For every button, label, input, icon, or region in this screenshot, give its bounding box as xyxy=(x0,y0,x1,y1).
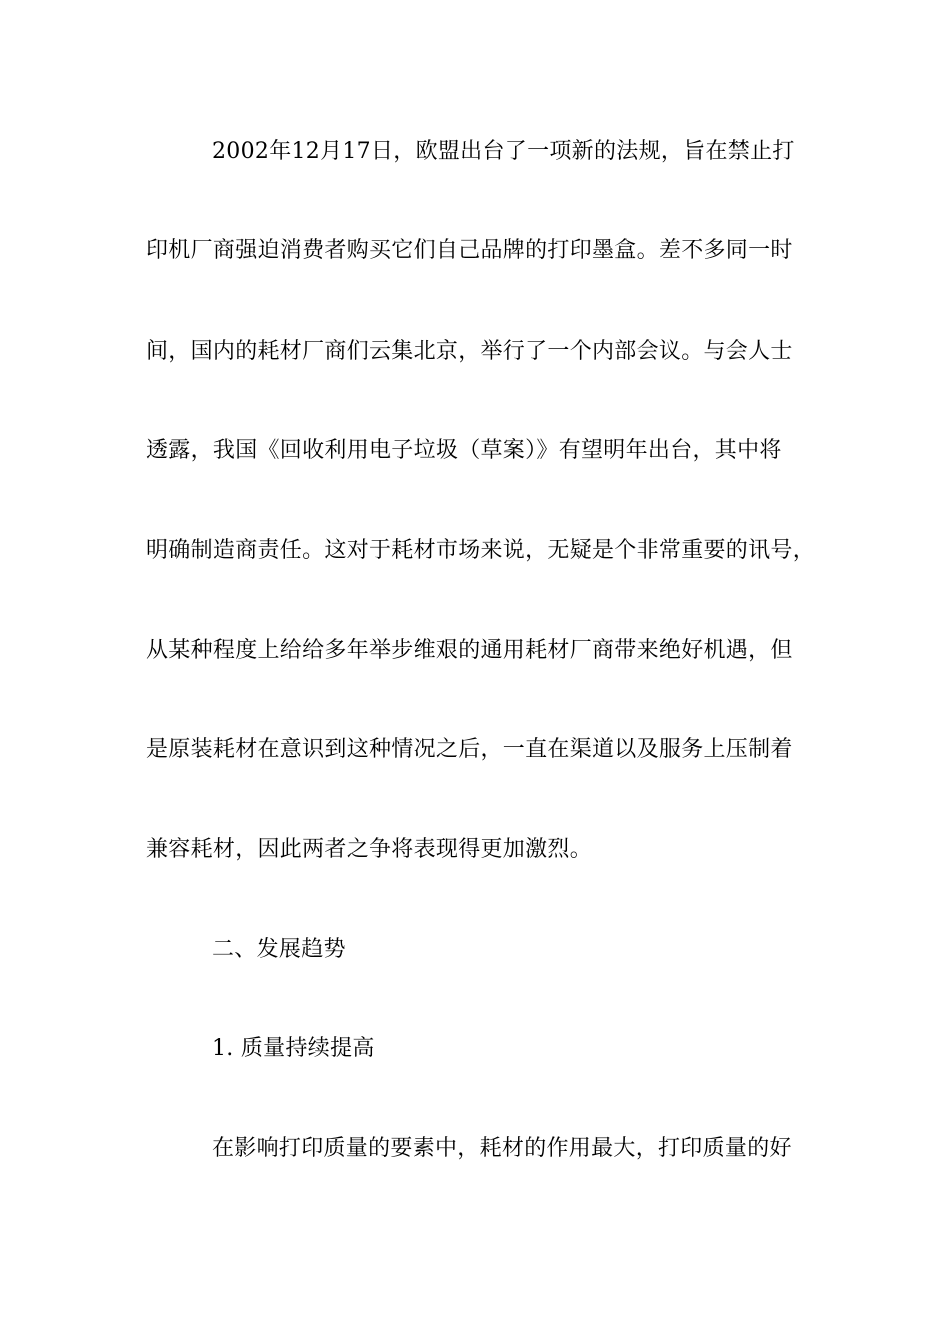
paragraph-line-8: 兼容耗材，因此两者之争将表现得更加激烈。 xyxy=(146,837,593,862)
section-heading: 二、发展趋势 xyxy=(212,937,346,962)
paragraph-line-4: 透露，我国《回收利用电子垃圾（草案）》有望明年出台，其中将 xyxy=(146,438,782,463)
paragraph-line-5: 明确制造商责任。这对于耗材市场来说，无疑是个非常重要的讯号， xyxy=(146,538,816,563)
subsection-heading: 1. 质量持续提高 xyxy=(212,1036,375,1061)
paragraph-line-1: 2002年12月17日，欧盟出台了一项新的法规，旨在禁止打 xyxy=(212,139,795,164)
paragraph-line-2: 印机厂商强迫消费者购买它们自己品牌的打印墨盒。差不多同一时 xyxy=(146,238,793,263)
paragraph-line-9: 在影响打印质量的要素中，耗材的作用最大，打印质量的好 xyxy=(212,1136,792,1161)
paragraph-line-6: 从某种程度上给给多年举步维艰的通用耗材厂商带来绝好机遇，但 xyxy=(146,638,793,663)
paragraph-line-7: 是原装耗材在意识到这种情况之后，一直在渠道以及服务上压制着 xyxy=(146,737,793,762)
paragraph-line-3: 间，国内的耗材厂商们云集北京，举行了一个内部会议。与会人士 xyxy=(146,339,793,364)
